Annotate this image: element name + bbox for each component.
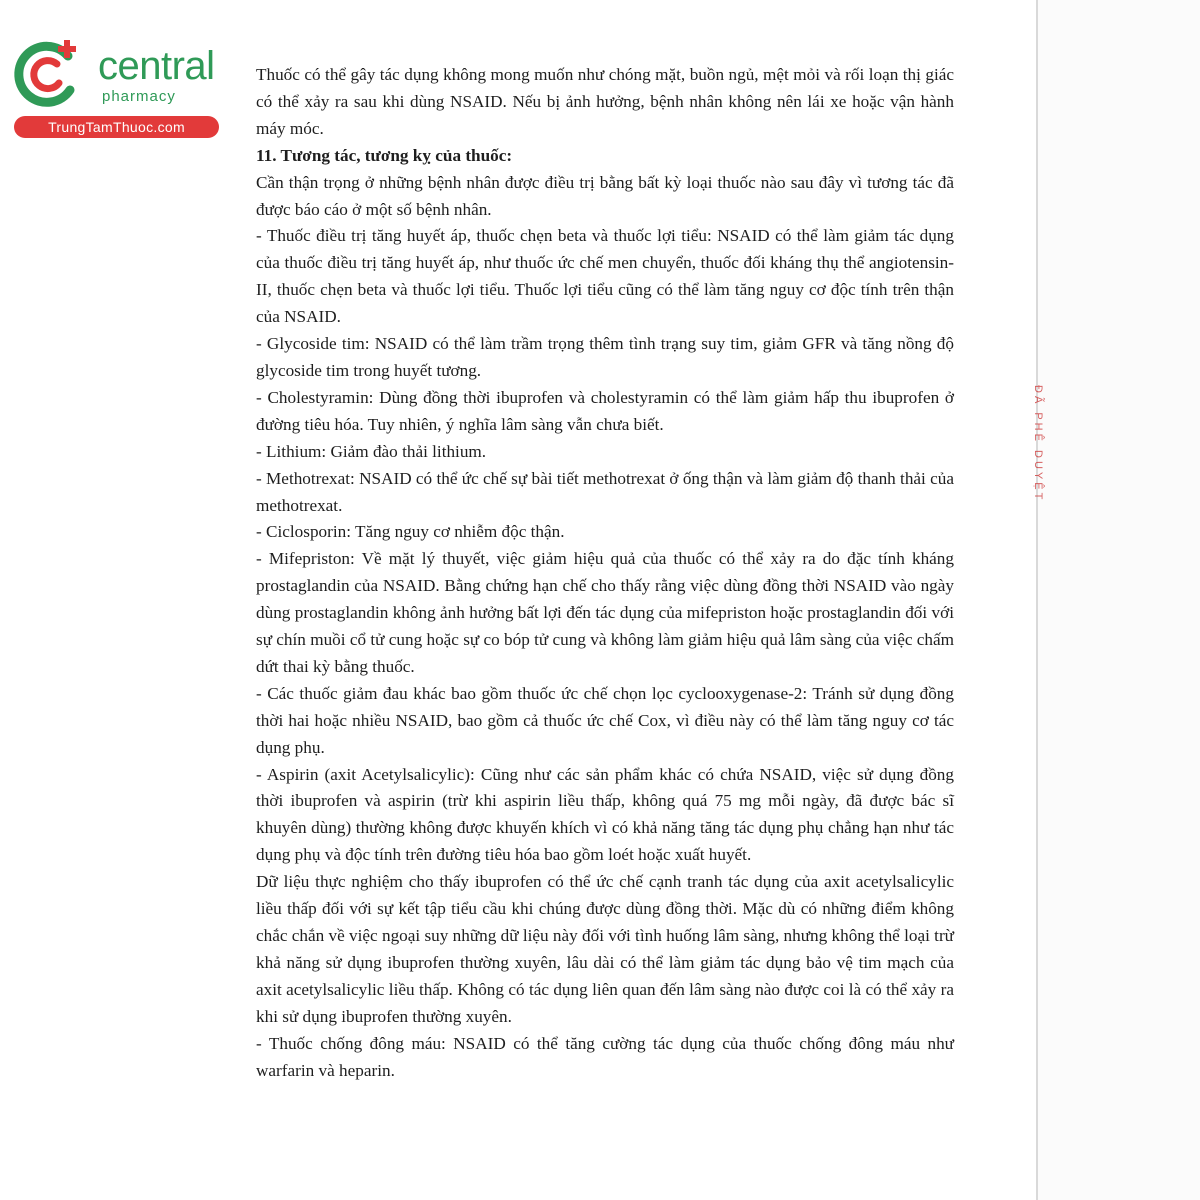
brand-name: central [98,44,215,88]
interaction-item: - Lithium: Giảm đào thải lithium. [256,441,487,461]
brand-subtitle: pharmacy [102,88,176,105]
central-pharmacy-logo[interactable] [10,36,215,140]
interaction-item: - Cholestyramin: Dùng đồng thời ibuprofen và cholestyramin có thể làm giảm hấp thu ibuprofen ở đường tiêu hóa. Tuy nhiên, ý nghĩa lâm sàng vẫn chưa biết. [256,387,954,434]
intro-paragraph: Thuốc có thể gây tác dụng không mong muốn như chóng mặt, buồn ngủ, mệt mỏi và rối loạn thị giác có thể xảy ra sau khi dùng NSAID. Nếu bị ảnh hưởng, bệnh nhân không nên lái xe hoặc vận hành máy móc. [256,65,954,138]
interaction-item: - Glycoside tim: NSAID có thể làm trầm trọng thêm tình trạng suy tim, giảm GFR và tăng nồng độ glycoside tim trong huyết tương. [256,334,954,380]
scan-background [1038,0,1200,1200]
scan-page-edge [1036,0,1038,1200]
caution-paragraph: Cần thận trọng ở những bệnh nhân được điều trị bằng bất kỳ loại thuốc nào sau đây vì tương tác đã được báo cáo ở một số bệnh nhân. [256,172,954,219]
interaction-item: - Ciclosporin: Tăng nguy cơ nhiễm độc thận. [256,522,565,542]
pharmacy-cross-icon [10,36,88,114]
brand-website[interactable]: TrungTamThuoc.com [14,116,219,138]
interaction-item: - Thuốc chống đông máu: NSAID có thể tăng cường tác dụng của thuốc chống đông máu như warfarin và heparin. [256,1033,954,1080]
interaction-item: - Methotrexat: NSAID có thể ức chế sự bài tiết methotrexat ở ống thận và làm giảm độ thanh thải của methotrexat. [256,468,954,515]
aspirin-data-paragraph: Dữ liệu thực nghiệm cho thấy ibuprofen có thể ức chế cạnh tranh tác dụng của axit acetylsalicylic liều thấp đối với sự kết tập tiểu cầu khi chúng được dùng đồng thời. Mặc dù có những điểm không chắc chắn về việc ngoại suy những dữ liệu này đối với tình huống lâm sàng, nhưng không thể loại trừ khả năng sử dụng ibuprofen thường xuyên, lâu dài có thể làm giảm tác dụng bảo vệ tim mạch của axit acetylsalicylic liều thấp. Không có tác dụng liên quan đến lâm sàng nào được coi là có thể xảy ra khi sử dụng ibuprofen thường xuyên. [256,872,954,1026]
interaction-item: - Mifepriston: Về mặt lý thuyết, việc giảm hiệu quả của thuốc có thể xảy ra do đặc tính kháng prostaglandin của NSAID. Bằng chứng hạn chế cho thấy rằng việc dùng đồng thời NSAID vào ngày dùng prostaglandin không ảnh hưởng bất lợi đến tác dụng của mifepriston hoặc prostaglandin đối với sự chín muồi cổ tử cung hoặc sự co bóp tử cung và không làm giảm hiệu quả lâm sàng của việc chấm dứt thai kỳ bằng thuốc. [256,549,954,676]
section-heading: 11. Tương tác, tương kỵ của thuốc: [256,145,513,165]
document-body [256,62,954,1084]
interaction-item: - Các thuốc giảm đau khác bao gồm thuốc ức chế chọn lọc cyclooxygenase-2: Tránh sử dụng đồng thời hai hoặc nhiều NSAID, bao gồm cả thuốc ức chế Cox, vì điều này có thể làm tăng nguy cơ tác dụng phụ. [256,683,954,757]
interaction-item: - Aspirin (axit Acetylsalicylic): Cũng như các sản phẩm khác có chứa NSAID, việc sử dụng đồng thời ibuprofen và aspirin (trừ khi aspirin liều thấp, không quá 75 mg mỗi ngày, đã được bác sĩ khuyên dùng) thường không được khuyến khích vì có khả năng tăng tác dụng phụ chẳng hạn như tác dụng phụ và độc tính trên đường tiêu hóa bao gồm loét hoặc xuất huyết. [256,764,954,865]
margin-stamp: ĐÃ PHÊ DUYỆT [1032,385,1044,503]
interaction-item: - Thuốc điều trị tăng huyết áp, thuốc chẹn beta và thuốc lợi tiểu: NSAID có thể làm giảm tác dụng của thuốc điều trị tăng huyết áp, như thuốc ức chế men chuyển, thuốc đối kháng thụ thể angiotensin-II, thuốc chẹn beta và thuốc lợi tiểu. Thuốc lợi tiểu cũng có thể làm tăng nguy cơ độc tính trên thận của NSAID. [256,226,954,327]
